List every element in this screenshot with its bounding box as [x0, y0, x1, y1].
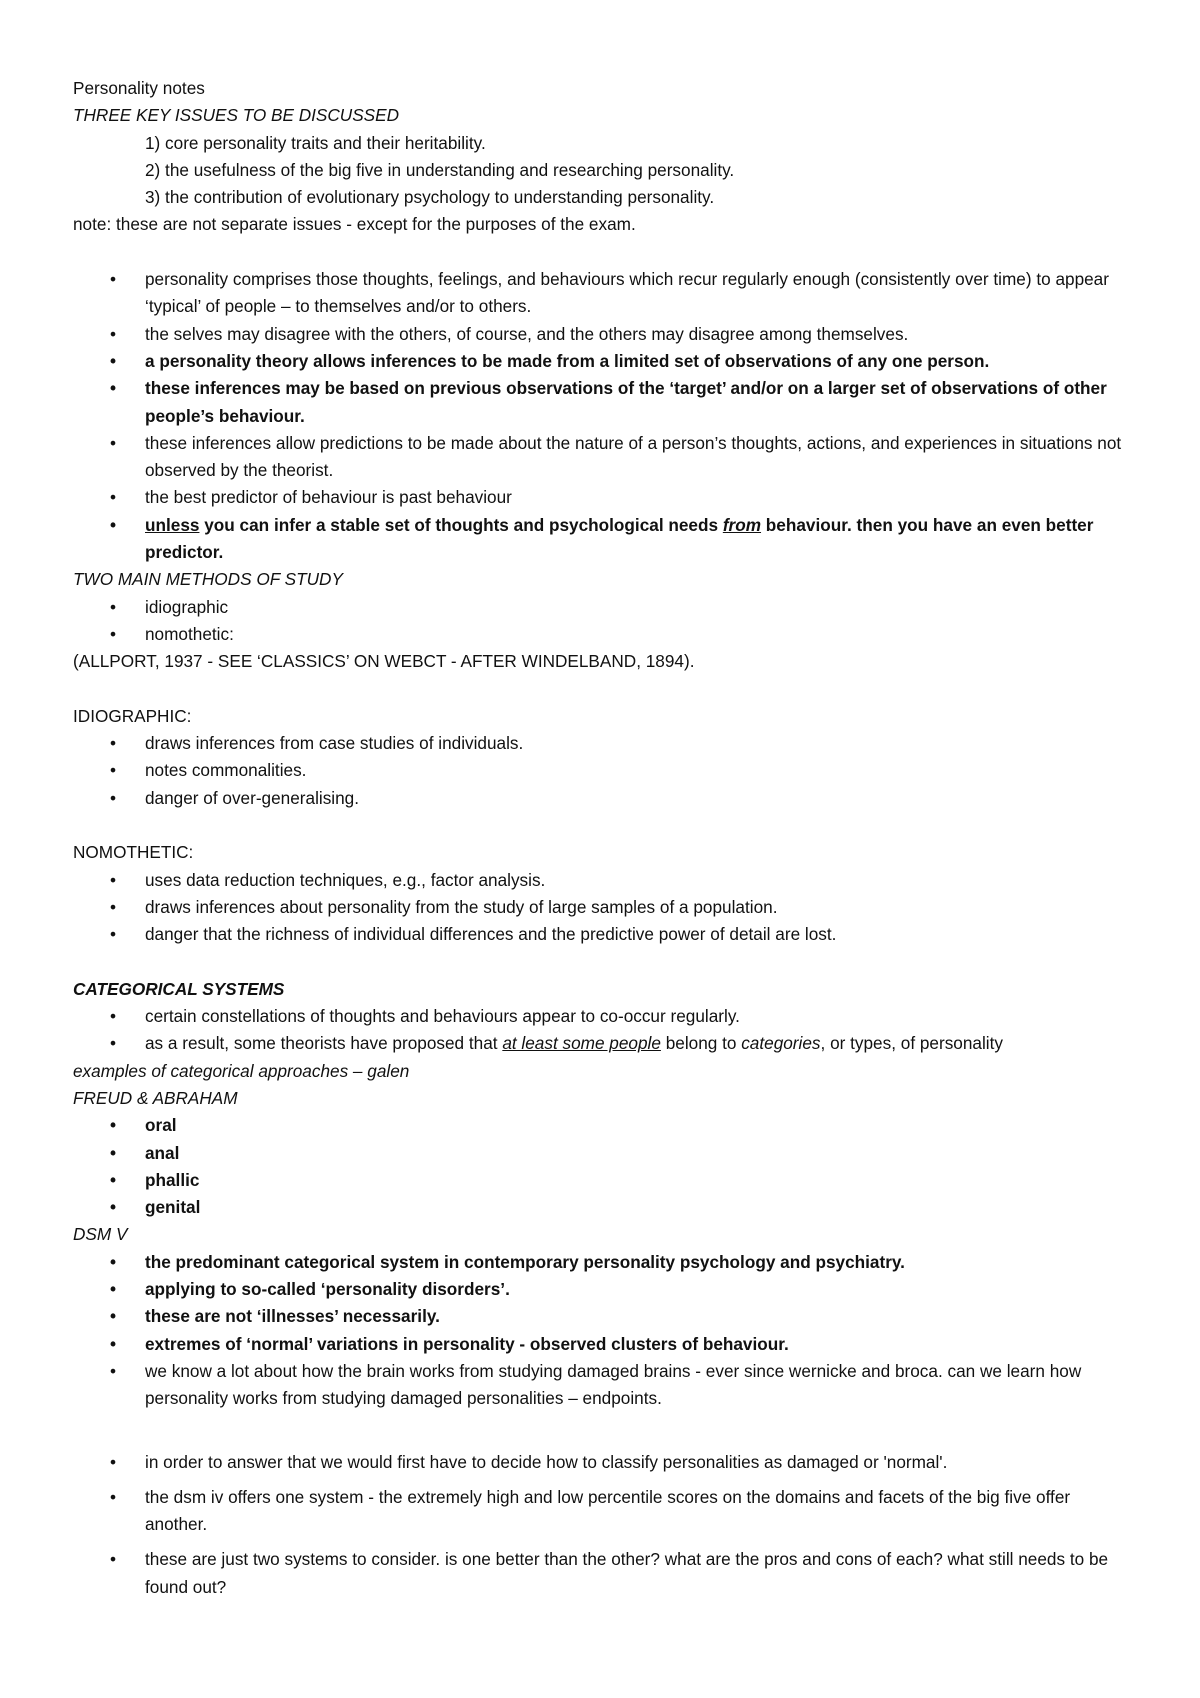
list-item: • we know a lot about how the brain works from studying damaged brains - ever since wernicke and broca. can we learn how personality works from studying damaged personalities – endpoints. — [73, 1358, 1133, 1413]
text-segment: belong to — [660, 1033, 742, 1054]
list-item: • oral — [73, 1112, 1133, 1139]
intro-bullet-list — [73, 266, 1133, 566]
list-item: • notes commonalities. — [73, 757, 1133, 784]
list-item: • extremes of ‘normal’ variations in personality - observed clusters of behaviour. — [73, 1331, 1133, 1358]
italic-word-categories: categories — [741, 1033, 821, 1054]
freud-bullet-list — [73, 1112, 1133, 1221]
text-segment: as a result, some theorists have proposed that — [145, 1033, 503, 1054]
dsm-bullet-list — [73, 1249, 1133, 1413]
section-heading-dsm: DSM V — [73, 1224, 128, 1245]
text-segment: you can infer a stable set of thoughts and psychological needs — [199, 514, 723, 535]
list-item: • the dsm iv offers one system - the extremely high and low percentile scores on the domains and facets of the big five offer another. — [73, 1484, 1133, 1539]
idiographic-bullet-list — [73, 730, 1133, 812]
emphasized-word-from: from — [722, 514, 762, 535]
list-item: • danger that the richness of individual differences and the predictive power of detail are lost. — [73, 921, 1133, 948]
list-item: • personality comprises those thoughts, feelings, and behaviours which recur regularly enough (consistently over time) to appear ‘typical’ of people – to themselves and/or to others. — [73, 266, 1133, 321]
list-item-unless — [73, 512, 1133, 567]
underlined-word-unless: unless — [145, 514, 200, 535]
document-title: Personality notes — [73, 78, 205, 98]
spacer — [73, 1413, 1133, 1449]
list-item: • these are not ‘illnesses’ necessarily. — [73, 1303, 1133, 1330]
list-item: • these inferences may be based on previous observations of the ‘target’ and/or on a larger set of observations of other people’s behaviour. — [73, 375, 1133, 430]
list-item: • the best predictor of behaviour is past behaviour — [73, 484, 1133, 511]
section-heading-freud: FREUD & ABRAHAM — [73, 1087, 238, 1108]
text-segment: , or types, of personality — [820, 1033, 1003, 1054]
list-item: • anal — [73, 1140, 1133, 1167]
citation: (ALLPORT, 1937 - SEE ‘CLASSICS’ ON WEBCT - AFTER WINDELBAND, 1894). — [73, 651, 695, 672]
section-heading-methods: TWO MAIN METHODS OF STUDY — [73, 569, 343, 590]
section-heading-idiographic: IDIOGRAPHIC: — [73, 705, 192, 726]
document-body — [73, 75, 1133, 1601]
list-item: • phallic — [73, 1167, 1133, 1194]
section-heading-nomothetic: NOMOTHETIC: — [73, 842, 194, 863]
categorical-bullet-list — [73, 1003, 1133, 1058]
exam-note: note: these are not separate issues - except for the purposes of the exam. — [73, 214, 636, 235]
spacer — [73, 812, 1133, 839]
issue-item: 3) the contribution of evolutionary psychology to understanding personality. — [145, 187, 715, 208]
list-item: • these are just two systems to consider. is one better than the other? what are the pros and cons of each? what still needs to be found out? — [73, 1546, 1133, 1601]
nomothetic-bullet-list — [73, 867, 1133, 949]
list-item: • applying to so-called ‘personality disorders’. — [73, 1276, 1133, 1303]
list-item: • these inferences allow predictions to be made about the nature of a person’s thoughts, actions, and experiences in situations not observed by the theorist. — [73, 430, 1133, 485]
list-item: • uses data reduction techniques, e.g., factor analysis. — [73, 867, 1133, 894]
methods-bullet-list — [73, 594, 1133, 649]
list-item-categories — [73, 1030, 1133, 1057]
list-item: • certain constellations of thoughts and behaviours appear to co-occur regularly. — [73, 1003, 1133, 1030]
list-item: • nomothetic: — [73, 621, 1133, 648]
list-item: • a personality theory allows inferences to be made from a limited set of observations of any one person. — [73, 348, 1133, 375]
spacer — [73, 676, 1133, 703]
categorical-examples: examples of categorical approaches – galen — [73, 1060, 410, 1081]
list-item: • danger of over-generalising. — [73, 785, 1133, 812]
section-heading-key-issues: THREE KEY ISSUES TO BE DISCUSSED — [73, 105, 400, 126]
list-item: • draws inferences about personality from the study of large samples of a population. — [73, 894, 1133, 921]
list-item: • draws inferences from case studies of individuals. — [73, 730, 1133, 757]
final-bullet-list — [73, 1449, 1133, 1601]
text-segment: behaviour. then you have an even better predictor. — [145, 514, 1094, 563]
issue-item: 2) the usefulness of the big five in understanding and researching personality. — [145, 159, 735, 180]
section-heading-categorical: CATEGORICAL SYSTEMS — [73, 978, 285, 999]
underlined-phrase: at least some people — [502, 1033, 661, 1054]
list-item: • the predominant categorical system in contemporary personality psychology and psychiatry. — [73, 1249, 1133, 1276]
list-item: • idiographic — [73, 594, 1133, 621]
issue-item: 1) core personality traits and their heritability. — [145, 132, 486, 153]
spacer — [73, 239, 1133, 266]
list-item: • in order to answer that we would first have to decide how to classify personalities as damaged or 'normal'. — [73, 1449, 1133, 1476]
list-item: • the selves may disagree with the others, of course, and the others may disagree among themselves. — [73, 321, 1133, 348]
list-item: • genital — [73, 1194, 1133, 1221]
spacer — [73, 949, 1133, 976]
